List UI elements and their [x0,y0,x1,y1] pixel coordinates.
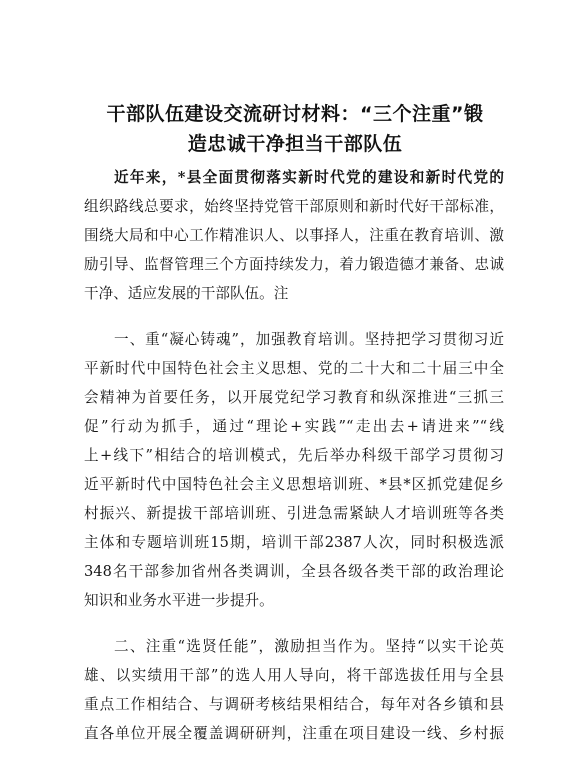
paragraph-1-line-5: 干净、适应发展的干部队伍。注 [84,285,289,302]
paragraph-3-line-1: 二、注重“选贤任能”，激励担当作为。坚持“以实干论英 [114,638,504,655]
paragraph-1-line-3: 围绕大局和中心工作精准识人、以事择人，注重在教育培训、激 [84,227,504,244]
paragraph-2-line-7: 村振兴、新提拔干部培训班、引进急需紧缺人才培训班等各类 [84,505,504,522]
paragraph-2-line-4: 促”行动为抓手，通过“理论+实践”“走出去+请进来”“线 [84,418,504,435]
document-title-line-2: 造忠诚干净担当干部队伍 [187,133,403,155]
paragraph-2-line-2: 平新时代中国特色社会主义思想、党的二十大和二十届三中全 [84,360,504,377]
paragraph-2-line-8: 主体和专题培训班15期，培训干部2387人次，同时积极选派 [84,534,504,551]
paragraph-1-line-4: 励引导、监督管理三个方面持续发力，着力锻造德才兼备、忠诚 [84,256,504,273]
paragraph-2-line-5: 上+线下”相结合的培训模式，先后举办科级干部学习贯彻习 [84,447,504,464]
paragraph-3-line-2: 雄、以实绩用干部”的选人用人导向，将干部选拔任用与全县 [84,667,504,684]
paragraph-2-line-1: 一、重“凝心铸魂”，加强教育培训。坚持把学习贯彻习近 [114,331,504,348]
paragraph-1-line-2: 组织路线总要求，始终坚持党管干部原则和新时代好干部标准， [84,198,504,215]
paragraph-2-line-10: 知识和业务水平进一步提升。 [84,592,274,609]
paragraph-3-line-4: 直各单位开展全覆盖调研研判，注重在项目建设一线、乡村振 [84,725,504,742]
paragraph-2-line-6: 近平新时代中国特色社会主义思想培训班、*县*区抓党建促乡 [84,476,504,493]
paragraph-3-line-3: 重点工作相结合、与调研考核结果相结合，每年对各乡镇和县 [84,696,504,713]
document-title-line-1: 干部队伍建设交流研讨材料：“三个注重”锻 [106,103,484,125]
paragraph-2-line-3: 会精神为首要任务，以开展党纪学习教育和纵深推进“三抓三 [84,389,504,406]
paragraph-2-line-9: 348名干部参加省州各类调训，全县各级各类干部的政治理论 [84,563,504,580]
paragraph-1-line-1: 近年来，*县全面贯彻落实新时代党的建设和新时代党的 [114,169,504,186]
